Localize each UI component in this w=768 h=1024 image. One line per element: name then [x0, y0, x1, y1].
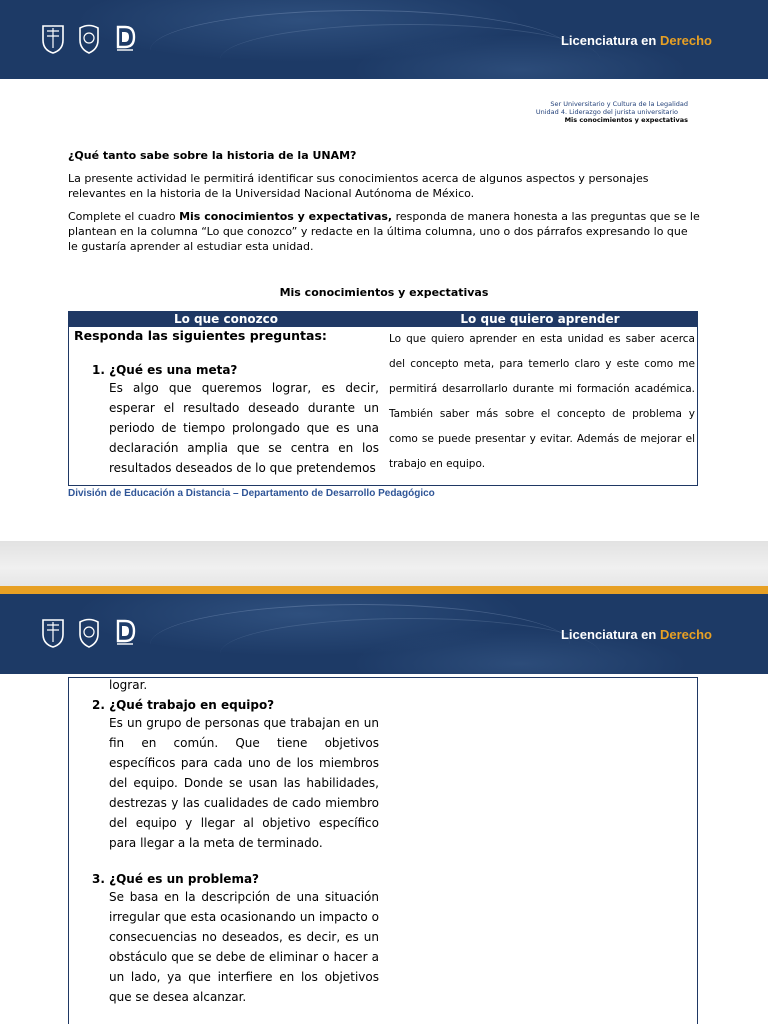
unit-name: Unidad 4. Liderazgo del jurista universitario: [535, 108, 678, 116]
table-caption: Mis conocimientos y expectativas: [279, 286, 489, 299]
institution-logos: [40, 616, 138, 648]
table-header-row: [69, 312, 697, 327]
program-title: Licenciatura en Derecho: [560, 33, 712, 48]
question-title: 3. ¿Qué es un problema?: [92, 872, 260, 886]
sua-crest-icon: [76, 22, 102, 54]
intro-paragraph: La presente actividad le permitirá identificar sus conocimientos acerca de algunos aspectos y personajes relevantes en la historia de la Universidad Nacional Autónoma de México.: [68, 172, 649, 200]
question-answer: Es un grupo de personas que trabajan en un fin en común. Que tiene objetivos específicos para cada uno de los miembros del equipo. Donde se usan las habilidades, destrezas y las cualidades de cado miembro del equipo y llegar al objetivo específico para llegar a la meta de terminado.: [109, 716, 379, 850]
expectations-table-continued: [68, 677, 698, 1024]
sua-crest-icon: [76, 616, 102, 648]
page-header-banner: [0, 0, 768, 79]
column-header-known: Lo que conozco: [173, 312, 278, 326]
page-footer: División de Educación a Distancia – Departamento de Desarrollo Pedagógico: [68, 488, 435, 499]
learn-column-text: Lo que quiero aprender en esta unidad es saber acerca del concepto meta, para temerlo claro y este como me permitirá desarrollarlo durante mi formación académica. También saber más sobre el concepto de problema y como se puede presentar y evitar. Además de mejorar el trabajo en equipo.: [389, 333, 695, 470]
course-name: Ser Universitario y Cultura de la Legalidad: [550, 100, 688, 108]
course-info: [536, 100, 688, 124]
page-title: ¿Qué tanto sabe sobre la historia de la UNAM?: [68, 149, 357, 162]
page-header-banner: [0, 594, 768, 674]
known-column: [74, 327, 379, 478]
unam-crest-icon: [40, 22, 66, 54]
accent-line: [0, 586, 768, 594]
question-item: [92, 871, 379, 1007]
page-separator: [0, 541, 768, 586]
question-item: [92, 697, 379, 853]
column-header-learn: Lo que quiero aprender: [460, 312, 620, 326]
question-title: 1. ¿Qué es una meta?: [92, 363, 238, 377]
program-title: Licenciatura en Derecho: [560, 627, 712, 642]
activity-name: Mis conocimientos y expectativas: [564, 116, 688, 124]
table-body: [69, 327, 697, 486]
question-answer: Se basa en la descripción de una situación irregular que esta ocasionando un impacto o consecuencias no deseados, es decir, es un obstáculo que se debe de eliminar o hacer a un lado, ya que interfiere en los objetivos que se desea alcanzar.: [109, 890, 379, 1004]
question-answer: Es algo que queremos lograr, es decir, esperar el resultado deseado durante un periodo de tiempo prolongado que es una declaración amplia que se centra en los resultados deseados de lo que pretendemos: [109, 381, 379, 475]
question-title: 2. ¿Qué trabajo en equipo?: [92, 698, 275, 712]
institution-logos: [40, 22, 138, 54]
answer-continuation: lograr.: [109, 678, 148, 692]
expectations-table: [68, 311, 698, 486]
questions-heading: Responda las siguientes preguntas:: [74, 328, 327, 343]
known-column: [74, 678, 379, 1007]
instructions-paragraph: Complete el cuadro Mis conocimientos y expectativas, responda de manera honesta a las preguntas que se le plantean en la columna “Lo que conozco” y redacte en la última columna, uno o dos párrafos expresando lo que le gustaría aprender al estudiar esta unidad.: [68, 210, 700, 253]
cuaed-logo-icon: [112, 616, 138, 648]
cuaed-logo-icon: [112, 22, 138, 54]
question-item: [92, 362, 379, 478]
unam-crest-icon: [40, 616, 66, 648]
